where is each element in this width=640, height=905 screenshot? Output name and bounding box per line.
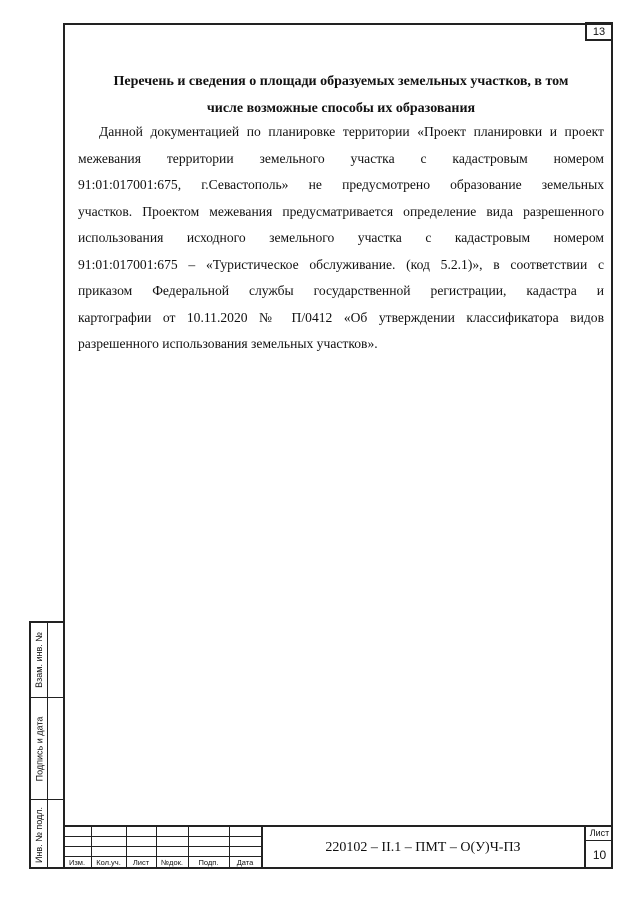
side-stamp (29, 621, 65, 869)
body-line: приказом Федеральной службы государственной регистрации, кадастра и (78, 283, 604, 298)
body-line: 91:01:017001:675, г.Севастополь» не предусмотрено образование земельных (78, 177, 604, 192)
side-cell-signature-date (31, 698, 65, 800)
body-line: картографии от 10.11.2020 № П/0412 «Об утверждении классификатора видов (78, 309, 604, 325)
body-line: участков. Проектом межевания предусматривается определение вида разрешенного (78, 203, 604, 219)
top-page-number: 13 (585, 22, 613, 41)
side-label-replaces-inv: Взам. инв. № (34, 632, 45, 688)
side-label-inv-original: Инв. № подл. (34, 806, 44, 863)
body-paragraph (78, 119, 604, 358)
document-code: 220102 – II.1 – ПМТ – О(У)Ч-ПЗ (261, 827, 583, 869)
body-line: 91:01:017001:675 – «Туристическое обслуживание. (код 5.2.1)», в соответствии с (78, 256, 604, 272)
body-line: использования исходного земельного участка с кадастровым номером (78, 230, 604, 245)
body-line: межевания территории земельного участка с кадастровым номером (78, 150, 604, 166)
section-title (78, 68, 604, 122)
title-block (63, 825, 613, 869)
label-podp: Подп. (198, 858, 219, 867)
label-list: Лист (132, 858, 150, 867)
side-cell-replaces-inv (31, 623, 65, 698)
body-line: разрешенного использования земельных участков». (78, 336, 378, 351)
label-izm: Изм. (68, 858, 86, 867)
sheet-number: 10 (592, 848, 607, 862)
section-title-line-1: Перечень и сведения о площади образуемых земельных участков, в том (113, 74, 569, 89)
label-data: Дата (236, 858, 254, 867)
section-title-line-2: числе возможные способы их образования (206, 101, 476, 116)
sheet-box (584, 827, 613, 869)
revision-grid (63, 827, 261, 869)
side-label-signature-date: Подпись и дата (34, 716, 45, 781)
sheet-label: Лист (586, 827, 613, 841)
side-cell-inv-original (31, 800, 65, 869)
label-n-dok: №док. (161, 858, 183, 867)
label-kol-uch: Кол.уч. (96, 858, 121, 867)
body-line: Данной документацией по планировке территории «Проект планировки и проект (99, 124, 604, 139)
